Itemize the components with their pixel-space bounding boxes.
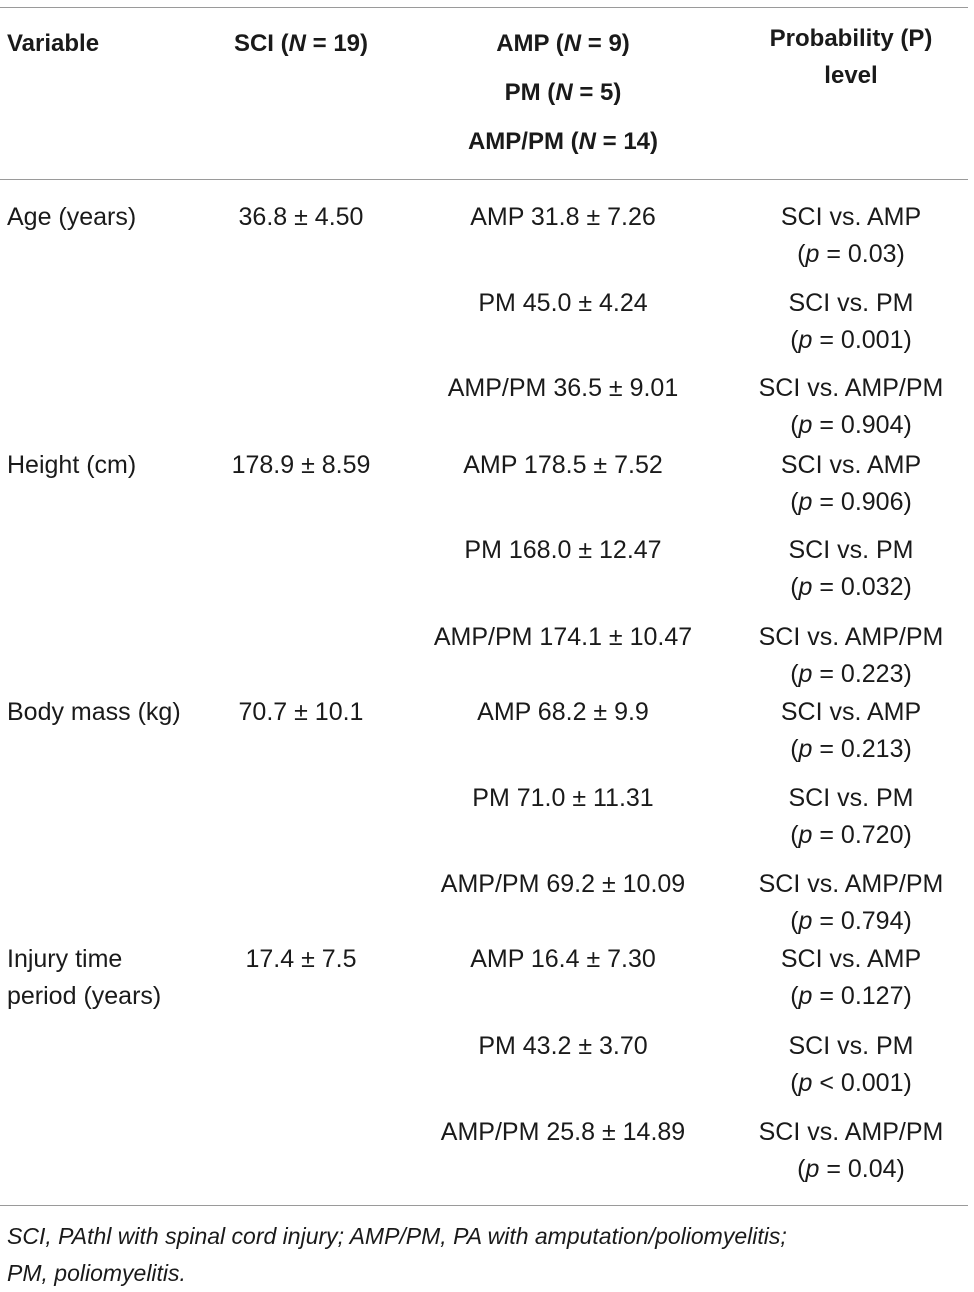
row-p-value: (p < 0.001) <box>790 1069 912 1097</box>
header-amp: AMP (N = 9) <box>496 30 630 57</box>
row-group-value: AMP/PM 174.1 ± 10.47 <box>433 623 693 651</box>
row-comparison: SCI vs. AMP/PM <box>758 870 944 898</box>
row-p-value: (p = 0.03) <box>797 240 905 268</box>
row-p-value: (p = 0.904) <box>790 411 912 439</box>
row-group-value: PM 45.0 ± 4.24 <box>478 289 648 317</box>
row-comparison: SCI vs. PM <box>788 536 914 564</box>
row-group-value: PM 43.2 ± 3.70 <box>478 1032 648 1060</box>
row-p-value: (p = 0.032) <box>790 573 912 601</box>
row-comparison: SCI vs. PM <box>788 289 914 317</box>
row-p-value: (p = 0.213) <box>790 735 912 763</box>
row-variable: Body mass (kg) <box>7 698 181 726</box>
top-rule <box>0 7 968 8</box>
row-sci-value: 178.9 ± 8.59 <box>231 451 371 479</box>
table-footnote: SCI, PAthl with spinal cord injury; AMP/PM, PA with amputation/poliomyelitis; PM, poliomyelitis. <box>7 1223 787 1286</box>
row-sci-value: 36.8 ± 4.50 <box>238 203 364 231</box>
row-comparison: SCI vs. AMP/PM <box>758 1118 944 1146</box>
row-comparison: SCI vs. AMP/PM <box>758 623 944 651</box>
header-amppm: AMP/PM (N = 14) <box>467 128 659 155</box>
row-group-value: AMP/PM 69.2 ± 10.09 <box>440 870 686 898</box>
row-p-value: (p = 0.720) <box>790 821 912 849</box>
header-rule <box>0 179 968 180</box>
row-p-value: (p = 0.001) <box>790 326 912 354</box>
header-probability: Probability (P) level <box>769 25 933 89</box>
row-group-value: AMP/PM 25.8 ± 14.89 <box>440 1118 686 1146</box>
row-variable: Injury time <box>7 945 123 973</box>
row-comparison: SCI vs. PM <box>788 1032 914 1060</box>
row-group-value: PM 71.0 ± 11.31 <box>472 784 654 812</box>
row-comparison: SCI vs. PM <box>788 784 914 812</box>
row-group-value: AMP 16.4 ± 7.30 <box>470 945 656 973</box>
row-comparison: SCI vs. AMP <box>780 945 922 973</box>
row-p-value: (p = 0.794) <box>790 907 912 935</box>
row-variable: Age (years) <box>7 203 137 231</box>
row-group-value: AMP 31.8 ± 7.26 <box>470 203 656 231</box>
row-p-value: (p = 0.04) <box>797 1155 905 1183</box>
row-comparison: SCI vs. AMP <box>780 203 922 231</box>
row-variable-cont: period (years) <box>7 982 162 1010</box>
row-p-value: (p = 0.223) <box>790 660 912 688</box>
header-sci: SCI (N = 19) <box>233 30 369 57</box>
row-comparison: SCI vs. AMP/PM <box>758 374 944 402</box>
row-group-value: AMP 68.2 ± 9.9 <box>477 698 649 726</box>
row-p-value: (p = 0.127) <box>790 982 912 1010</box>
row-comparison: SCI vs. AMP <box>780 451 922 479</box>
row-group-value: AMP 178.5 ± 7.52 <box>463 451 663 479</box>
row-variable: Height (cm) <box>7 451 137 479</box>
header-variable: Variable <box>7 30 100 57</box>
row-group-value: PM 168.0 ± 12.47 <box>464 536 662 564</box>
row-sci-value: 70.7 ± 10.1 <box>238 698 364 726</box>
row-comparison: SCI vs. AMP <box>780 698 922 726</box>
row-p-value: (p = 0.906) <box>790 488 912 516</box>
bottom-rule <box>0 1205 968 1206</box>
header-pm: PM (N = 5) <box>504 79 622 106</box>
row-group-value: AMP/PM 36.5 ± 9.01 <box>447 374 679 402</box>
row-sci-value: 17.4 ± 7.5 <box>245 945 357 973</box>
